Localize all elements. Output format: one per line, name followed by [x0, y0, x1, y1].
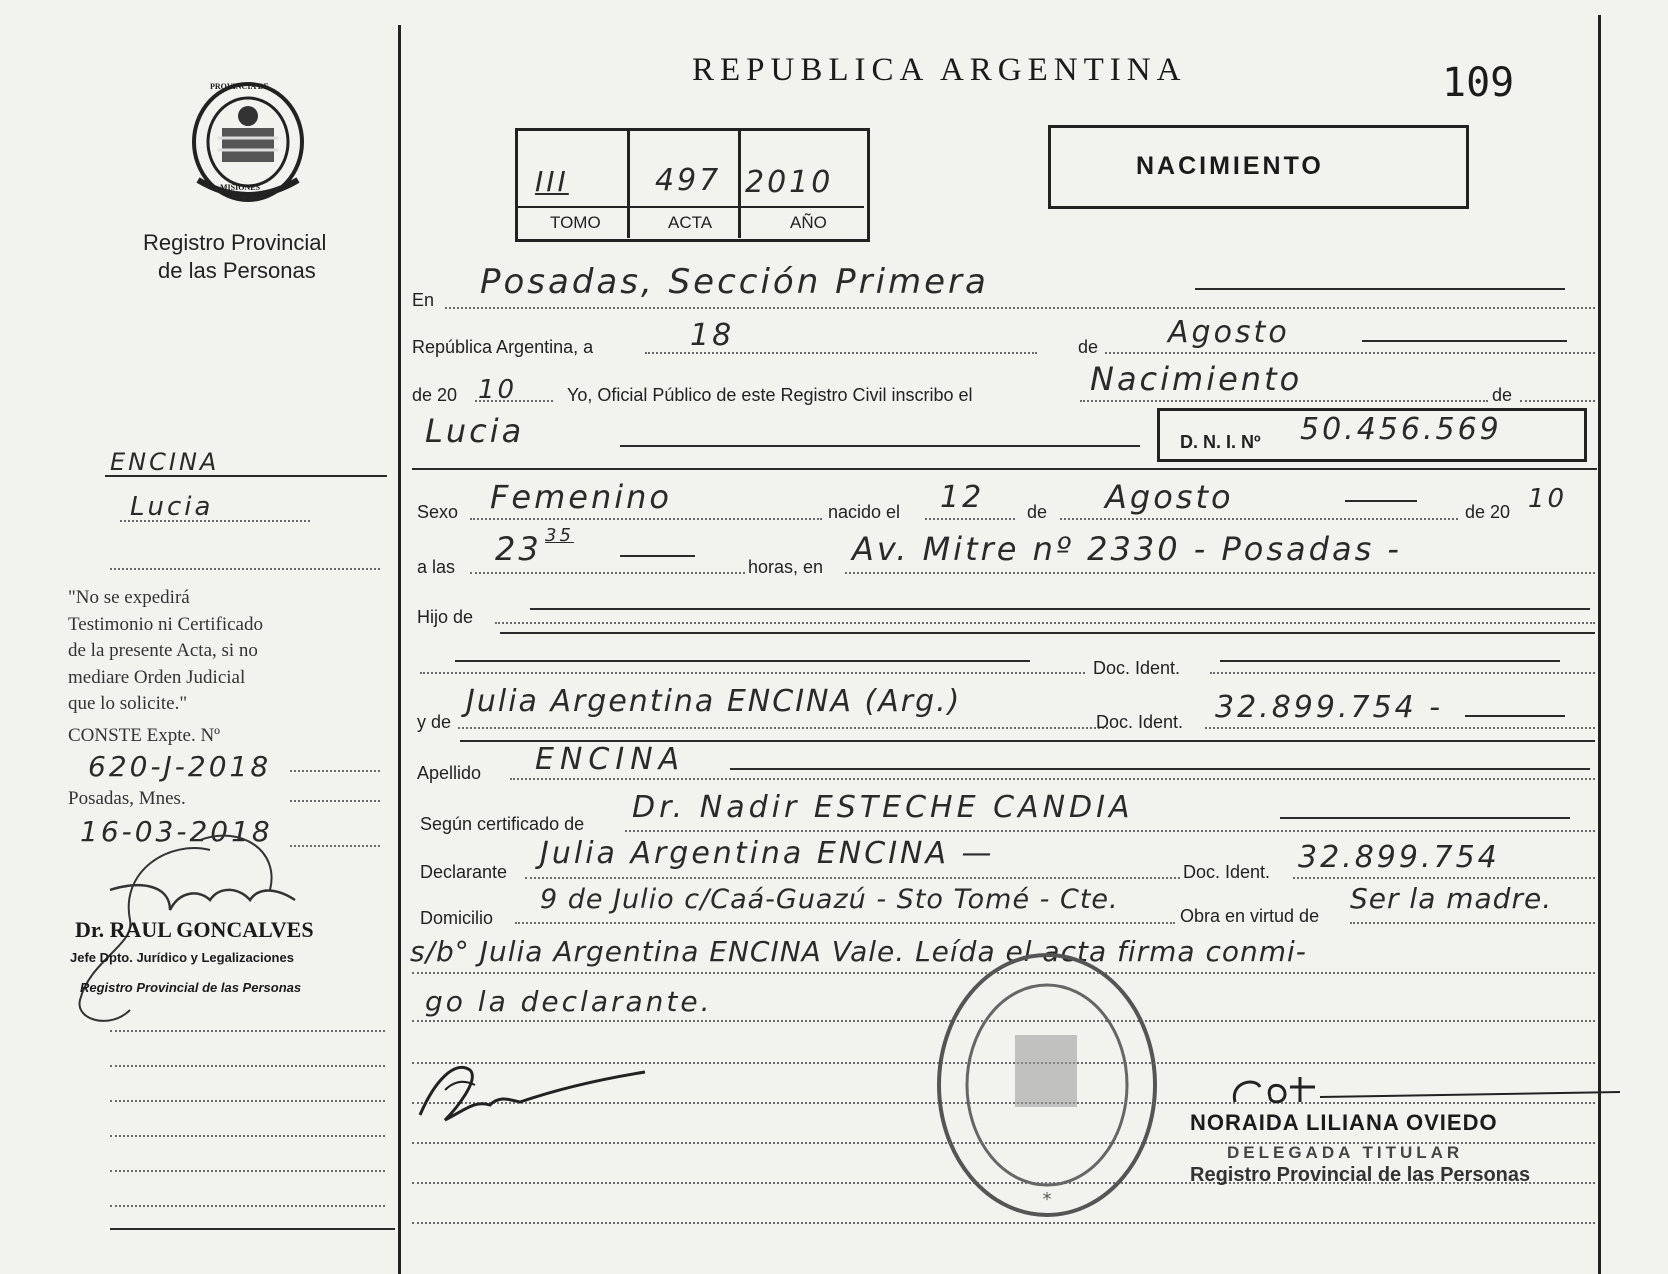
month-dotted-line — [1105, 352, 1595, 354]
sidebar-rule — [105, 475, 387, 477]
year-suffix: 10 — [478, 375, 518, 405]
sexo-label: Sexo — [417, 502, 459, 522]
year-dotted-line — [475, 400, 553, 402]
sidebar-dotted-line — [110, 1030, 385, 1032]
org-name-line1: Registro Provincial — [143, 230, 327, 255]
act-type: NACIMIENTO — [1136, 152, 1324, 180]
svg-text:*: * — [1042, 1189, 1052, 1210]
month-value: Agosto — [1168, 315, 1290, 350]
declarante-dotted-line — [525, 877, 1180, 879]
certificado-dotted-line — [625, 830, 1595, 832]
year-prefix-label: de 20 — [412, 385, 458, 405]
domicilio-dotted-line — [515, 922, 1175, 924]
sexo-dotted-line — [470, 518, 822, 520]
madre-doc-label: Doc. Ident. — [1096, 712, 1184, 732]
place-date-label: Posadas, Mnes. — [68, 788, 186, 809]
legal-notice-line: de la presente Acta, si no — [68, 640, 258, 661]
legal-notice-line: "No se expedirá — [68, 587, 190, 608]
en-value: Posadas, Sección Primera — [480, 262, 989, 302]
birthday-dotted-line — [925, 518, 1015, 520]
declarante-doc-label: Doc. Ident. — [1183, 862, 1271, 882]
acta-value: 497 — [655, 163, 722, 198]
en-label: En — [412, 290, 435, 310]
dni-value: 50.456.569 — [1300, 412, 1502, 447]
official-signature-icon — [1225, 1072, 1625, 1112]
obra-dotted-line — [1350, 922, 1595, 924]
filler-line — [1345, 500, 1417, 502]
legal-notice — [68, 585, 263, 718]
nacido-label: nacido el — [828, 502, 901, 522]
official-org: Registro Provincial de las Personas — [1190, 1164, 1531, 1186]
day-value: 18 — [690, 318, 735, 353]
en-dotted-line — [445, 307, 1595, 309]
father-doc-value-line — [1210, 672, 1595, 674]
tomo-label: TOMO — [550, 213, 601, 232]
republica-label: República Argentina, a — [412, 337, 594, 357]
declarante-doc: 32.899.754 — [1298, 840, 1500, 875]
sidebar-dotted-line — [110, 1205, 385, 1207]
filler-line — [620, 445, 1140, 447]
oficial-text: Yo, Oficial Público de este Registro Civil inscribo el — [567, 385, 973, 405]
de-label-2: de — [1492, 385, 1513, 405]
birth-month: Agosto — [1105, 478, 1234, 516]
box-divider — [518, 206, 864, 208]
filler-line — [1195, 288, 1565, 290]
anio-value: 2010 — [745, 165, 834, 200]
signer-org: Registro Provincial de las Personas — [80, 980, 302, 995]
legal-notice-line: Testimonio ni Certificado — [68, 613, 263, 635]
certificado-label: Según certificado de — [420, 814, 585, 834]
sidebar-bottom-rule — [110, 1228, 395, 1230]
doc-ident-label: Doc. Ident. — [1093, 658, 1181, 678]
apellido-value: ENCINA — [535, 742, 686, 777]
birth-year-suffix: 10 — [1528, 484, 1568, 514]
legalization-date: 16-03-2018 — [80, 815, 273, 848]
signer-name: Dr. RAUL GONCALVES — [75, 917, 314, 942]
hora-dotted-line — [470, 572, 745, 574]
obra-value: Ser la madre. — [1350, 882, 1553, 915]
sidebar-dotted-line — [290, 800, 380, 802]
tomo-value: III — [535, 165, 569, 198]
hijo-de-label: Hijo de — [417, 607, 474, 627]
seal-top-text: PROVINCIA DE — [210, 82, 269, 91]
sidebar-dotted-line — [110, 1135, 385, 1137]
filler-line — [455, 660, 1030, 662]
hijo-de-dotted-line — [495, 622, 1595, 624]
filler-line — [1220, 660, 1560, 662]
domicilio-value: 9 de Julio c/Caá-Guazú - Sto Tomé - Cte. — [540, 884, 1119, 915]
dotted-line — [1520, 400, 1595, 402]
declarante-doc-dotted-line — [1293, 877, 1595, 879]
lugar-dotted-line — [845, 572, 1595, 574]
madre-value: Julia Argentina ENCINA (Arg.) — [466, 684, 962, 719]
declarant-signature-icon — [415, 1050, 655, 1130]
obra-label: Obra en virtud de — [1180, 906, 1320, 926]
filler-line — [620, 555, 695, 557]
sidebar-dotted-line — [290, 770, 380, 772]
conste-label: CONSTE Expte. Nº — [68, 725, 221, 746]
sidebar-dotted-line — [110, 1100, 385, 1102]
sidebar-dotted-line — [110, 1065, 385, 1067]
observations-line-2: go la declarante. — [425, 985, 713, 1018]
madre-doc: 32.899.754 - — [1215, 690, 1444, 725]
hora-value: 23 — [495, 530, 542, 568]
apellido-label: Apellido — [417, 763, 482, 783]
box-divider — [738, 130, 741, 238]
certificado-value: Dr. Nadir ESTECHE CANDIA — [632, 790, 1134, 825]
de-label-3: de — [1027, 502, 1048, 522]
child-name: Lucia — [425, 412, 525, 450]
filler-line — [1465, 715, 1565, 717]
lugar-value: Av. Mitre nº 2330 - Posadas - — [852, 530, 1402, 568]
signer-title: Jefe Dpto. Jurídico y Legalizaciones — [70, 950, 294, 965]
filler-line — [500, 632, 1595, 634]
country-title: REPUBLICA ARGENTINA — [692, 52, 1187, 88]
observations-dotted-line — [412, 1222, 1595, 1224]
apellido-dotted-line — [510, 778, 1595, 780]
registry-stamp-icon — [935, 950, 1160, 1220]
org-name-line2: de las Personas — [158, 258, 316, 283]
declarante-value: Julia Argentina ENCINA — — [540, 836, 995, 871]
filler-line — [1280, 817, 1570, 819]
madre-dotted-line — [458, 727, 1108, 729]
sidebar-surname: ENCINA — [110, 448, 220, 476]
filler-line — [730, 768, 1590, 770]
horas-en-label: horas, en — [748, 557, 824, 577]
birth-year-label: de 20 — [1465, 502, 1511, 522]
a-las-label: a las — [417, 557, 456, 577]
official-name: NORAIDA LILIANA OVIEDO — [1190, 1110, 1498, 1135]
anio-label: AÑO — [790, 213, 827, 232]
sidebar-given-name: Lucia — [130, 492, 214, 522]
minutos-value: 35 — [545, 525, 574, 546]
father-doc-dotted-line — [420, 672, 1085, 674]
seal-bottom-text: MISIONES — [220, 183, 261, 192]
box-divider — [627, 130, 630, 238]
sidebar-dotted-line — [110, 568, 380, 570]
de-label: de — [1078, 337, 1099, 357]
legal-notice-line: mediare Orden Judicial — [68, 666, 246, 688]
birth-day: 12 — [940, 480, 985, 515]
filler-line — [1362, 340, 1567, 342]
declarante-label: Declarante — [420, 862, 508, 882]
acta-label: ACTA — [668, 213, 713, 232]
official-title: DELEGADA TITULAR — [1227, 1143, 1464, 1162]
dni-label: D. N. I. Nº — [1180, 432, 1261, 452]
sexo-value: Femenino — [490, 478, 672, 516]
sidebar-dotted-line — [120, 520, 310, 522]
madre-doc-dotted-line — [1205, 727, 1595, 729]
legal-notice-line: que lo solicite." — [68, 693, 188, 714]
sidebar-dotted-line — [110, 1170, 385, 1172]
page-number: 109 — [1442, 60, 1515, 106]
domicilio-label: Domicilio — [420, 908, 494, 928]
expediente-number: 620-J-2018 — [88, 750, 272, 783]
observations-line-1: s/b° Julia Argentina ENCINA Vale. Leída el acta firma conmi- — [410, 935, 1307, 968]
inscribe-dotted-line — [1080, 400, 1488, 402]
section-rule — [412, 468, 1597, 470]
birth-month-dotted-line — [1060, 518, 1458, 520]
left-border-line — [398, 25, 401, 1274]
inscribe-value: Nacimiento — [1090, 360, 1303, 398]
filler-line — [530, 608, 1590, 610]
y-de-label: y de — [417, 712, 452, 732]
